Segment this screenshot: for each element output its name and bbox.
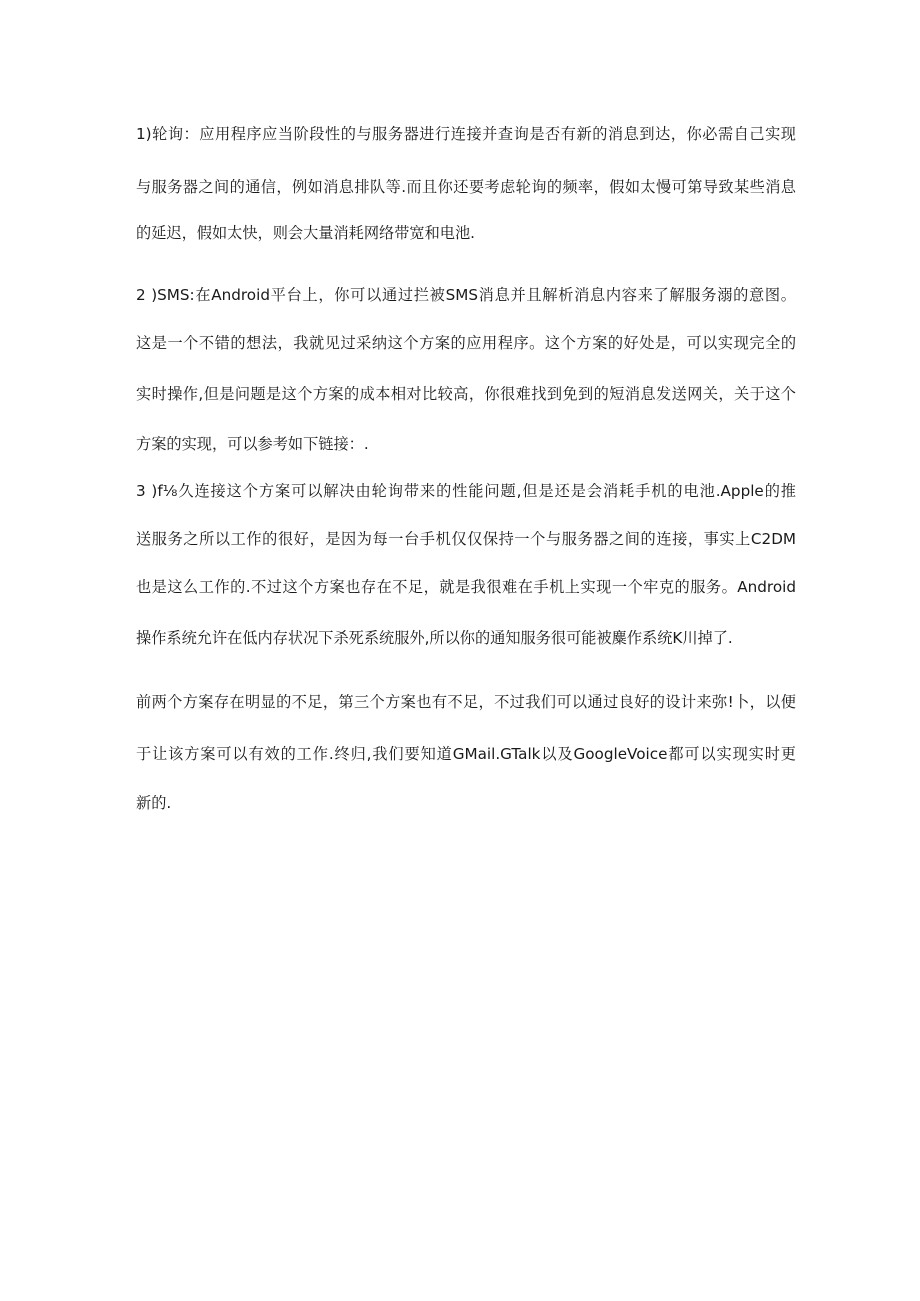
- paragraph-persistent-line-1: 3 )f⅛久连接这个方案可以解决由轮询带来的性能问题,但是还是会消耗手机的电池.Apple的推: [136, 482, 796, 500]
- paragraph-persistent-line-4: 操作系统允许在低内存状况下杀死系统服外,所以你的通知服务很可能被麋作系统K川掉了.: [136, 629, 733, 647]
- paragraph-persistent-line-2: 送服务之所以工作的很好，是因为每一台手机仅仅保持一个与服务器之间的连接，事实上C2DM: [136, 530, 796, 548]
- paragraph-persistent-line-3: 也是这么工作的.不过这个方案也存在不足，就是我很难在手机上实现一个牢克的服务。Android: [136, 578, 796, 596]
- paragraph-sms-line-3: 实时操作,但是问题是这个方案的成本相对比较高，你很难找到免到的短消息发送网关，关于这个: [136, 385, 796, 403]
- paragraph-sms-line-1: 2 )SMS:在Android平台上，你可以通过拦被SMS消息并且解析消息内容来了解服务溺的意图。: [136, 286, 796, 304]
- paragraph-polling-line-3: 的延迟，假如太快，则会大量消耗网络带宽和电池.: [136, 224, 475, 242]
- paragraph-conclusion-line-3: 新的.: [136, 794, 172, 812]
- paragraph-polling-line-1: 1)轮询：应用程序应当阶段性的与服务器进行连接并查询是否有新的消息到达，你必需自己实现: [136, 125, 796, 143]
- paragraph-polling-line-2: 与服务器之间的通信，例如消息排队等.而且你还要考虑轮询的频率，假如太慢可第导致某些消息: [136, 178, 796, 196]
- paragraph-conclusion-line-1: 前两个方案存在明显的不足，第三个方案也有不足，不过我们可以通过良好的设计来弥!卜，以便: [136, 693, 796, 711]
- paragraph-conclusion-line-2: 于让该方案可以有效的工作.终归,我们要知道GMail.GTalk以及GoogleVoice都可以实现实时更: [136, 745, 796, 763]
- paragraph-sms-line-2: 这是一个不错的想法，我就见过采纳这个方案的应用程序。这个方案的好处是，可以实现完全的: [136, 334, 796, 352]
- paragraph-sms-line-4: 方案的实现，可以参考如下链接：.: [136, 435, 369, 453]
